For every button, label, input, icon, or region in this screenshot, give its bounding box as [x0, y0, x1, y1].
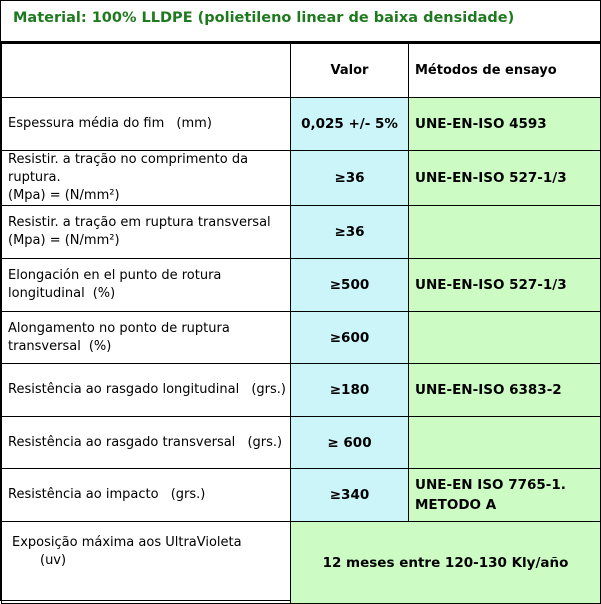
property-unit: (Mpa) = (N/mm²): [8, 188, 120, 203]
property-label-cont: longitudinal: [8, 286, 85, 301]
value-cell: ≥180: [291, 364, 409, 417]
table-row: [2, 469, 601, 522]
property-cell: [2, 364, 291, 417]
property-unit: (mm): [176, 116, 212, 131]
property-unit: (%): [88, 338, 112, 354]
property-line2: [8, 285, 290, 303]
property-cell: [2, 417, 291, 469]
property-cell: [2, 151, 291, 206]
title-bar: [1, 1, 600, 43]
table-row: [2, 151, 601, 206]
method-cell: [409, 417, 601, 469]
property-cell: [2, 98, 291, 151]
property-label: Resistência ao impacto: [8, 487, 159, 502]
property-unit: (grs.): [247, 434, 283, 450]
value-cell: ≥600: [291, 312, 409, 364]
property-label: Resistir. a tração em ruptura transversal: [8, 215, 271, 230]
header-metodos: Métodos de ensayo: [409, 44, 601, 98]
property-label: Alongamento no ponto de ruptura: [8, 320, 230, 336]
property-unit: (grs.): [170, 487, 206, 502]
property-unit: (uv): [40, 553, 67, 568]
property-unit: (%): [92, 286, 116, 301]
spec-table: [1, 43, 601, 604]
method-line2: METODO A: [415, 497, 497, 513]
property-label-cont: transversal: [8, 338, 81, 354]
property-label: Resistência ao rasgado longitudinal: [8, 382, 240, 397]
value-cell: ≥500: [291, 259, 409, 312]
method-line1: UNE-EN ISO 7765-1.: [415, 477, 566, 493]
table-row: [2, 206, 601, 259]
property-unit: (Mpa) = (N/mm²): [8, 233, 120, 248]
material-title: Material: 100% LLDPE (polietileno linear de baixa densidade): [13, 10, 515, 26]
property-cell: [2, 522, 291, 604]
property-label: Resistência ao rasgado transversal: [8, 434, 236, 450]
property-cell: [2, 206, 291, 259]
method-cell: [409, 206, 601, 259]
table-row: [2, 364, 601, 417]
value-cell: ≥ 600: [291, 417, 409, 469]
table-row: [2, 417, 601, 469]
property-label: Exposição máxima aos UltraVioleta: [12, 535, 242, 550]
table-row: [2, 98, 601, 151]
value-cell: 0,025 +/- 5%: [291, 98, 409, 151]
property-label: Espessura média do fim: [8, 116, 165, 131]
method-cell: UNE-EN-ISO 527-1/3: [409, 259, 601, 312]
table-row: [2, 522, 601, 604]
method-cell: [409, 469, 601, 522]
property-label: Elongación en el punto de rotura: [8, 268, 222, 283]
value-cell: ≥36: [291, 206, 409, 259]
method-cell: UNE-EN-ISO 4593: [409, 98, 601, 151]
header-empty-cell: [2, 44, 291, 98]
table-row: [2, 312, 601, 364]
value-cell: ≥340: [291, 469, 409, 522]
header-valor: Valor: [291, 44, 409, 98]
property-cell: [2, 312, 291, 364]
method-cell: UNE-EN-ISO 6383-2: [409, 364, 601, 417]
property-unit: (grs.): [251, 382, 286, 397]
table-row: [2, 259, 601, 312]
uv-exposure-value: 12 meses entre 120-130 Kly/año: [291, 522, 601, 604]
property-cell: [2, 259, 291, 312]
property-cell: [2, 469, 291, 522]
header-row: [2, 44, 601, 98]
property-line2: [8, 338, 290, 356]
method-cell: [409, 312, 601, 364]
method-cell: UNE-EN-ISO 527-1/3: [409, 151, 601, 206]
property-label: Resistir. a tração no comprimento da ruptura.: [8, 152, 249, 185]
value-cell: ≥36: [291, 151, 409, 206]
